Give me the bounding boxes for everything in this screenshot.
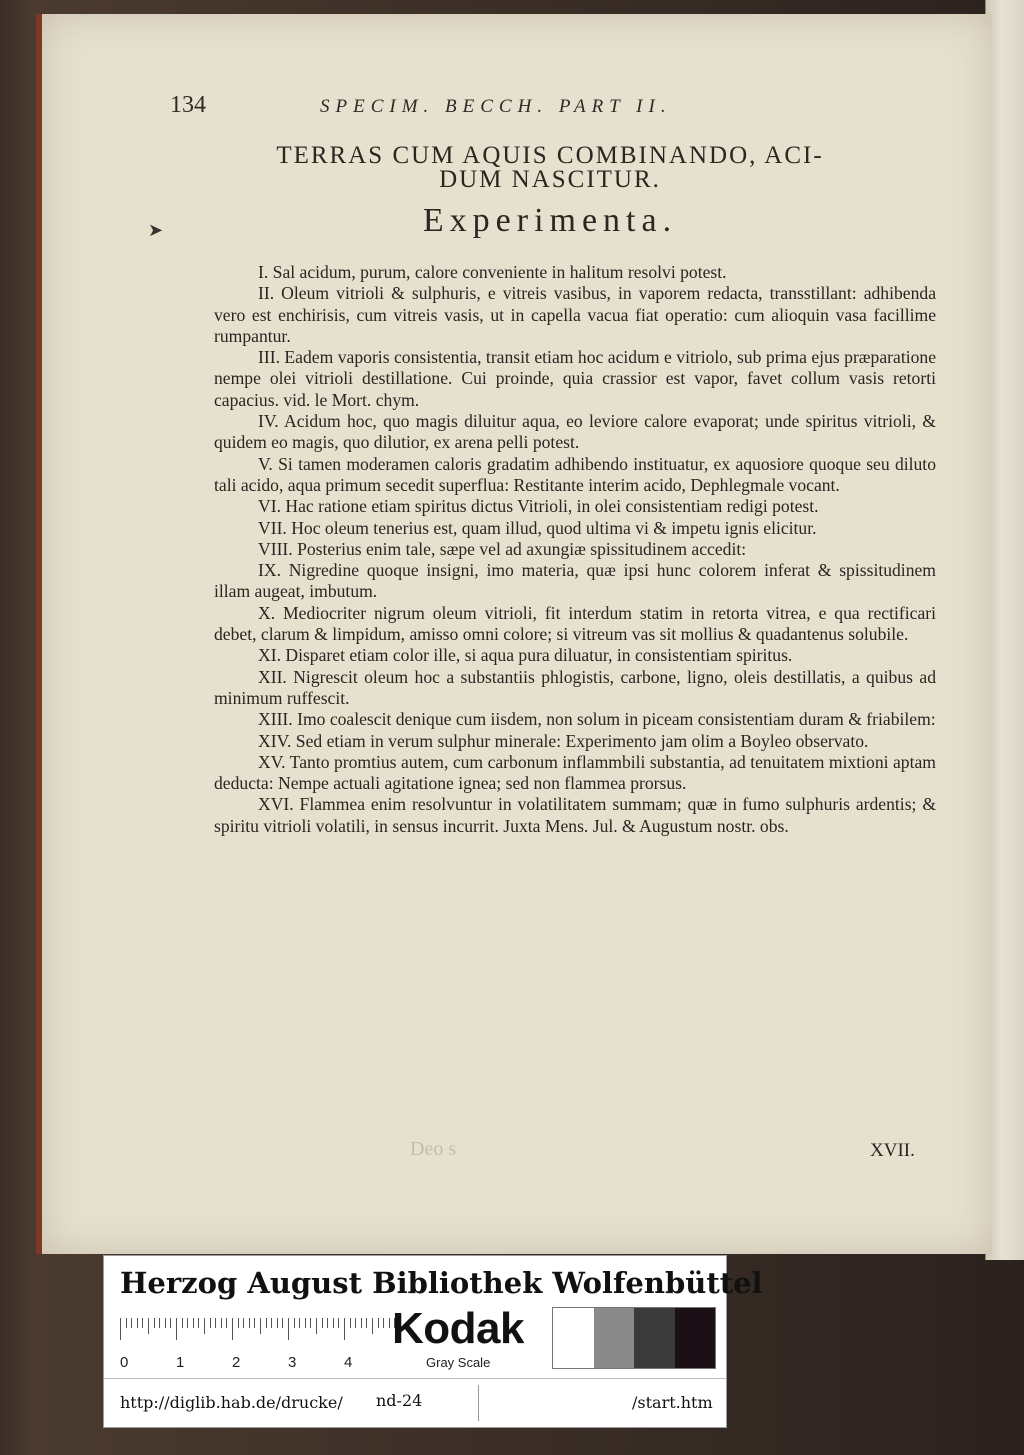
ruler-tick (260, 1318, 261, 1334)
ruler-tick (277, 1318, 278, 1328)
ruler-tick (333, 1318, 334, 1328)
ruler-tick (378, 1318, 379, 1328)
ruler-tick (389, 1318, 390, 1328)
ruler-tick (187, 1318, 188, 1328)
ruler-tick (350, 1318, 351, 1328)
ruler-tick (148, 1318, 149, 1334)
paragraph-11: XI. Disparet etiam color ille, si aqua pura diluatur, in consistentiam spiritus. (258, 645, 793, 666)
ruler-tick (344, 1318, 345, 1340)
margin-mark-icon: ➤ (148, 220, 164, 241)
ruler-tick (215, 1318, 216, 1328)
ruler-tick (299, 1318, 300, 1328)
paragraph-14: XIV. Sed etiam in verum sulphur minerale: Experimento jam olim a Boyleo observato. (258, 730, 869, 751)
paragraph-3: III. Eadem vaporis consistentia, transit etiam hoc acidum e vitriolo, sub prima ejus præparatione nempe olei vitrioli destillatione. Cui proinde, quia crassior est vapor, favet collum vasis retorti capacius. vid. le Mort. chym. (214, 347, 936, 410)
paragraph-9: IX. Nigredine quoque insigni, imo materia, quæ ipsi hunc colorem inferat & spissitudinem illam augeat, imbutum. (214, 560, 936, 602)
running-head-title: SPECIM. BECCH. PART II. (320, 96, 672, 117)
footer-divider (478, 1385, 479, 1421)
ruler-tick (176, 1318, 177, 1340)
ruler-label-4: 4 (344, 1354, 353, 1371)
page-number: 134 (170, 92, 206, 118)
ruler-label-0: 0 (120, 1354, 129, 1371)
ruler-tick (198, 1318, 199, 1328)
ruler-tick (131, 1318, 132, 1328)
ruler-tick (338, 1318, 339, 1328)
ruler-tick (294, 1318, 295, 1328)
swatch-white (553, 1308, 594, 1368)
bleed-through-text: Deo s (410, 1138, 457, 1160)
ruler-tick (383, 1318, 384, 1328)
swatch-mid-gray (594, 1308, 635, 1368)
catchword: XVII. (870, 1140, 915, 1161)
ruler-tick (288, 1318, 289, 1340)
ruler-tick (165, 1318, 166, 1328)
ruler-tick (322, 1318, 323, 1328)
paragraph-4: IV. Acidum hoc, quo magis diluitur aqua, eo leviore calore evaporat; unde spiritus vitrioli, & quidem eo magis, quo dilutior, ex arena pelli potest. (214, 411, 936, 453)
ruler-label-2: 2 (232, 1354, 241, 1371)
ruler-tick (232, 1318, 233, 1340)
ruler-tick (154, 1318, 155, 1328)
ruler-tick (249, 1318, 250, 1328)
paragraph-15: XV. Tanto promtius autem, cum carbonum inflammbili substantia, ad tenuitatem mixtioni aptam deducta: Nempe actuali agitatione ignea; sed non flammea prorsus. (214, 751, 936, 794)
gray-scale-label: Gray Scale (426, 1355, 491, 1370)
ruler-tick (266, 1318, 267, 1328)
ruler-tick (243, 1318, 244, 1328)
ruler-tick (142, 1318, 143, 1328)
ruler-tick (120, 1318, 121, 1340)
ruler-tick (226, 1318, 227, 1328)
paragraph-1: I. Sal acidum, purum, calore conveniente in halitum resolvi potest. (258, 262, 727, 282)
ruler-tick (159, 1318, 160, 1328)
ruler-tick (182, 1318, 183, 1328)
paragraph-6: VI. Hac ratione etiam spiritus dictus Vitrioli, in olei consistentiam redigi potest. (258, 496, 819, 517)
scale-ruler (120, 1318, 380, 1371)
url-base: http://diglib.hab.de/drucke/ (120, 1393, 343, 1412)
ruler-tick (361, 1318, 362, 1328)
gray-scale-swatches (552, 1307, 716, 1369)
swatch-black (675, 1308, 716, 1368)
ruler-tick (238, 1318, 239, 1328)
paragraph-13: XIII. Imo coalescit denique cum iisdem, non solum in piceam consistentiam duram & friabilem: (258, 709, 936, 730)
paragraph-2: II. Oleum vitrioli & sulphuris, e vitreis vasibus, in vaporem redacta, transstillant: adhibenda vero est enchirisis, cum vitreis vasis, ut in capella vacua fiat operatio: cum alioquin vasa facillime rumpantur. (214, 283, 936, 346)
swatch-dark-gray (634, 1308, 675, 1368)
paragraph-5: V. Si tamen moderamen caloris gradatim adhibendo instituatur, ex aquosiore quoque seu diluto tali acido, aqua primum secedit superflua: Restitante interim acido, Dephlegmale vocant. (214, 453, 936, 495)
body-text (214, 262, 936, 837)
ruler-tick (372, 1318, 373, 1334)
ruler-tick (204, 1318, 205, 1334)
url-suffix: /start.htm (632, 1393, 713, 1412)
ruler-tick (305, 1318, 306, 1328)
ruler-label-1: 1 (176, 1354, 185, 1371)
ruler-tick (355, 1318, 356, 1328)
chapter-title-line-1: TERRAS CUM AQUIS COMBINANDO, ACI- (276, 142, 824, 169)
paragraph-7: VII. Hoc oleum tenerius est, quam illud, quod ultima vi & impetu ignis elicitur. (258, 517, 817, 538)
library-name: Herzog August Bibliothek Wolfenbüttel (120, 1266, 763, 1300)
paragraph-12: XII. Nigrescit oleum hoc a substantiis phlogistis, carbone, ligno, oleis destillatis, a quibus ad minimum ruffescit. (214, 666, 936, 708)
ruler-label-3: 3 (288, 1354, 297, 1371)
ruler-tick (271, 1318, 272, 1328)
ruler-tick (137, 1318, 138, 1328)
ruler-tick (366, 1318, 367, 1328)
chapter-title-line-2: DUM NASCITUR. (439, 166, 661, 193)
paragraph-8: VIII. Posterius enim tale, sæpe vel ad axungiæ spissitudinem accedit: (258, 538, 747, 559)
running-head (170, 92, 930, 132)
ruler-tick (193, 1318, 194, 1328)
paragraph-10: X. Mediocriter nigrum oleum vitrioli, fit interdum statim in retorta vitrea, e qua rectificari debet, clarum & limpidum, amisso omni colore; si vitreum vas sit mollius & quadantenus solubile. (214, 602, 936, 645)
ruler-tick (210, 1318, 211, 1328)
paragraph-16: XVI. Flammea enim resolvuntur in volatilitatem summam; quæ in fumo sulphuris ardentis; & spiritu vitrioli volatili, in sensus incurrit. Juxta Mens. Jul. & Augustum nostr. obs. (214, 794, 936, 836)
ruler-tick (282, 1318, 283, 1328)
kodak-logo: Kodak (392, 1304, 524, 1353)
section-heading: Experimenta. (422, 202, 678, 239)
ruler-tick (327, 1318, 328, 1328)
ruler-tick (126, 1318, 127, 1328)
ruler-tick (254, 1318, 255, 1328)
ruler-tick (170, 1318, 171, 1328)
library-card (103, 1255, 763, 1428)
card-footer (104, 1378, 726, 1428)
ruler-tick (221, 1318, 222, 1328)
ruler-tick (316, 1318, 317, 1334)
shelf-signature: nd-24 (376, 1391, 423, 1410)
ruler-tick (310, 1318, 311, 1328)
